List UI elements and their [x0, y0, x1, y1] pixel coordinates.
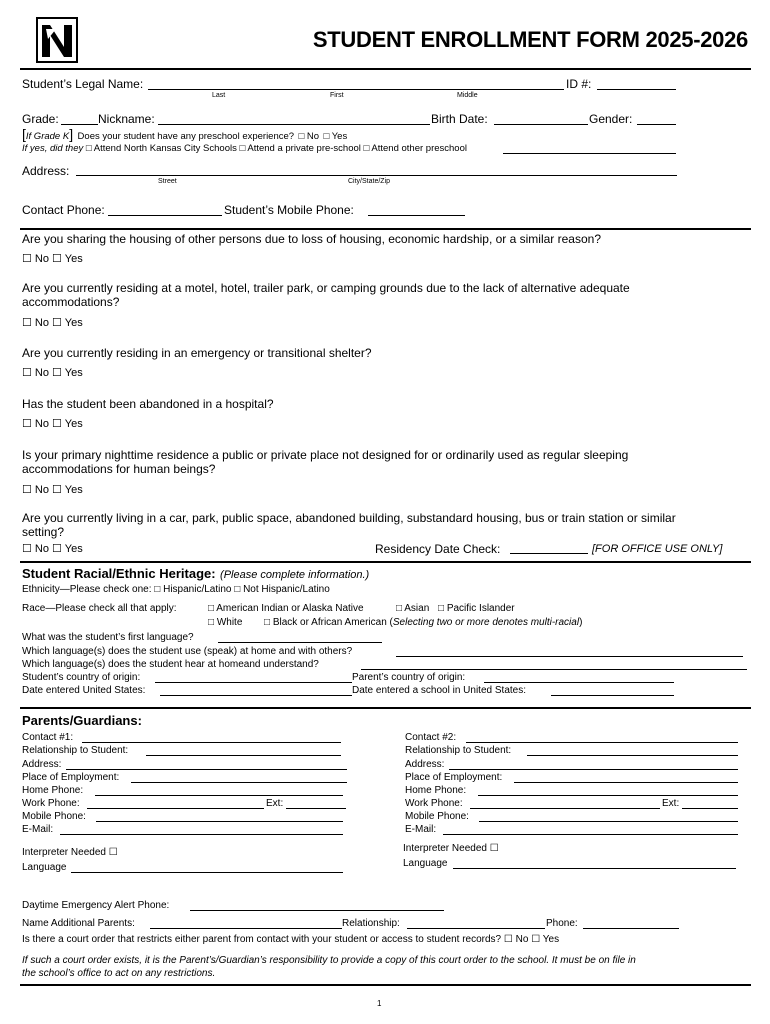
- contact2-field[interactable]: [466, 742, 738, 743]
- hear-language-field[interactable]: [361, 669, 747, 670]
- contact1-home-phone-field[interactable]: [95, 795, 343, 796]
- preschool-no-checkbox[interactable]: □ No: [298, 131, 320, 142]
- contact1-language-field[interactable]: [71, 872, 343, 873]
- housing-q6-line2: setting?: [22, 525, 65, 539]
- court-order-question[interactable]: Is there a court order that restricts either parent from contact with your student or access to student records? ☐ No ☐ Yes: [22, 934, 560, 945]
- legal-name-field[interactable]: [148, 89, 564, 90]
- grade-k-note: If Grade K: [25, 131, 70, 142]
- contact1-employment-label: Place of Employment:: [22, 772, 120, 783]
- contact1-ext-field[interactable]: [286, 808, 346, 809]
- contact2-email-field[interactable]: [443, 834, 738, 835]
- student-country-label: Student’s country of origin:: [22, 672, 141, 683]
- contact2-home-phone-label: Home Phone:: [405, 785, 467, 796]
- gender-label: Gender:: [589, 112, 633, 126]
- additional-parents-field[interactable]: [150, 928, 342, 929]
- additional-phone-field[interactable]: [583, 928, 679, 929]
- contact1-home-phone-label: Home Phone:: [22, 785, 84, 796]
- heritage-heading-row: [22, 565, 369, 583]
- section-rule-3: [20, 707, 751, 709]
- contact2-work-phone-label: Work Phone:: [405, 798, 463, 809]
- contact1-address-label: Address:: [22, 759, 62, 770]
- housing-q6-line1: Are you currently living in a car, park, public space, abandoned building, substandard housing, bus or train station or similar: [22, 511, 676, 525]
- contact1-address-field[interactable]: [66, 769, 347, 770]
- contact1-work-phone-field[interactable]: [87, 808, 264, 809]
- contact1-relationship-label: Relationship to Student:: [22, 745, 129, 756]
- housing-q5-options[interactable]: ☐ No ☐ Yes: [22, 484, 83, 496]
- additional-relationship-label: Relationship:: [342, 918, 400, 929]
- contact1-mobile-label: Mobile Phone:: [22, 811, 86, 822]
- contact-phone-label: Contact Phone:: [22, 203, 105, 217]
- contact1-relationship-field[interactable]: [146, 755, 341, 756]
- daytime-emergency-label: Daytime Emergency Alert Phone:: [22, 900, 170, 911]
- housing-q4-options[interactable]: ☐ No ☐ Yes: [22, 418, 83, 430]
- contact2-mobile-label: Mobile Phone:: [405, 811, 469, 822]
- contact1-work-phone-label: Work Phone:: [22, 798, 80, 809]
- last-caption: Last: [212, 92, 226, 99]
- footer-rule: [20, 984, 751, 986]
- office-use-note: [FOR OFFICE USE ONLY]: [592, 543, 723, 555]
- section-rule-2: [20, 561, 751, 563]
- contact2-address-field[interactable]: [449, 769, 738, 770]
- preschool-question: Does your student have any preschool experience?: [77, 131, 295, 142]
- nickname-label: Nickname:: [98, 112, 155, 126]
- grade-k-bracket-open: [: [22, 126, 26, 142]
- first-language-field[interactable]: [218, 642, 382, 643]
- housing-q1-options[interactable]: ☐ No ☐ Yes: [22, 253, 83, 265]
- section-rule-1: [20, 228, 751, 230]
- grade-k-bracket-close: ]: [69, 126, 74, 142]
- nickname-field[interactable]: [158, 124, 430, 125]
- attend-other-checkbox[interactable]: □ Attend other preschool: [363, 143, 467, 154]
- court-order-note-line1: If such a court order exists, it is the Parent’s/Guardian’s responsibility to provide a copy of this court order to the school. It must be on file in: [22, 955, 636, 966]
- first-caption: First: [330, 92, 344, 99]
- middle-caption: Middle: [457, 92, 478, 99]
- contact2-work-phone-field[interactable]: [470, 808, 660, 809]
- if-yes-label: If yes, did they: [22, 143, 84, 154]
- contact1-interpreter-checkbox[interactable]: Interpreter Needed ☐: [22, 847, 118, 858]
- contact2-language-label: Language: [403, 858, 448, 869]
- preschool-followup-row: [22, 143, 467, 154]
- contact1-language-label: Language: [22, 862, 67, 873]
- district-logo: [36, 17, 78, 63]
- address-field[interactable]: [76, 175, 677, 176]
- form-title: STUDENT ENROLLMENT FORM 2025-2026: [312, 27, 748, 52]
- contact-phone-field[interactable]: [108, 215, 222, 216]
- contact1-employment-field[interactable]: [131, 782, 347, 783]
- race-label: Race—Please check all that apply:: [22, 603, 177, 614]
- contact2-employment-label: Place of Employment:: [405, 772, 503, 783]
- id-field[interactable]: [597, 89, 676, 90]
- multiracial-note-close: ): [579, 617, 583, 628]
- contact1-email-label: E-Mail:: [22, 824, 54, 835]
- page-number: 1: [377, 999, 382, 1008]
- contact2-email-label: E-Mail:: [405, 824, 437, 835]
- contact1-ext-label: Ext:: [266, 798, 284, 809]
- id-label: ID #:: [566, 77, 592, 91]
- race-black-checkbox[interactable]: □ Black or African American (: [264, 617, 393, 628]
- city-state-zip-caption: City/State/Zip: [348, 178, 391, 185]
- housing-q6-options[interactable]: ☐ No ☐ Yes: [22, 543, 83, 555]
- race-american-indian-checkbox[interactable]: □ American Indian or Alaska Native: [208, 603, 364, 614]
- title-rule: [20, 68, 751, 70]
- additional-relationship-field[interactable]: [407, 928, 545, 929]
- race-white-checkbox[interactable]: □ White: [208, 617, 243, 628]
- student-mobile-field[interactable]: [368, 215, 465, 216]
- student-mobile-label: Student’s Mobile Phone:: [224, 203, 354, 217]
- daytime-emergency-field[interactable]: [190, 910, 444, 911]
- additional-parents-label: Name Additional Parents:: [22, 918, 135, 929]
- home-language-label: Which language(s) does the student use (speak) at home and with others?: [22, 646, 353, 657]
- contact2-relationship-label: Relationship to Student:: [405, 745, 512, 756]
- parent-country-field[interactable]: [484, 682, 674, 683]
- residency-date-field[interactable]: [510, 553, 588, 554]
- contact2-ext-field[interactable]: [682, 808, 738, 809]
- other-preschool-field[interactable]: [503, 153, 676, 154]
- gender-field[interactable]: [637, 124, 676, 125]
- legal-name-label: Student’s Legal Name:: [22, 77, 144, 91]
- race-pacific-islander-checkbox[interactable]: □ Pacific Islander: [438, 603, 515, 614]
- preschool-question-row: [22, 126, 347, 144]
- ethnicity-row[interactable]: Ethnicity—Please check one: □ Hispanic/Latino □ Not Hispanic/Latino: [22, 584, 330, 595]
- contact2-employment-field[interactable]: [514, 782, 738, 783]
- race-asian-checkbox[interactable]: □ Asian: [396, 603, 430, 614]
- date-entered-us-field[interactable]: [160, 695, 352, 696]
- grade-field[interactable]: [61, 124, 98, 125]
- residency-date-label: Residency Date Check:: [375, 542, 501, 556]
- parent-country-label: Parent’s country of origin:: [352, 672, 466, 683]
- housing-q3-options[interactable]: ☐ No ☐ Yes: [22, 367, 83, 379]
- date-entered-us-label: Date entered United States:: [22, 685, 146, 696]
- heritage-note: (Please complete information.): [220, 569, 370, 581]
- contact1-mobile-field[interactable]: [96, 821, 343, 822]
- grade-label: Grade:: [22, 112, 59, 126]
- district-logo-icon: [36, 17, 78, 63]
- heritage-heading: Student Racial/Ethnic Heritage:: [22, 566, 216, 581]
- housing-q2-options[interactable]: ☐ No ☐ Yes: [22, 317, 83, 329]
- home-language-field[interactable]: [396, 656, 743, 657]
- additional-phone-label: Phone:: [546, 918, 578, 929]
- housing-q1: Are you sharing the housing of other persons due to loss of housing, economic hardship, or a similar reason?: [22, 232, 601, 246]
- race-black-row: [264, 617, 582, 628]
- contact1-email-field[interactable]: [60, 834, 343, 835]
- court-order-note-line2: the school’s office to act on any restrictions.: [22, 968, 216, 979]
- housing-q2-line1: Are you currently residing at a motel, hotel, trailer park, or camping grounds due to the lack of alternative adequate: [22, 281, 630, 295]
- housing-q5-line2: accommodations for human beings?: [22, 462, 216, 476]
- date-entered-school-field[interactable]: [551, 695, 674, 696]
- birth-date-label: Birth Date:: [431, 112, 488, 126]
- hear-language-label: Which language(s) does the student hear at homeand understand?: [22, 659, 319, 670]
- contact2-home-phone-field[interactable]: [478, 795, 738, 796]
- student-country-field[interactable]: [155, 682, 352, 683]
- contact2-relationship-field[interactable]: [527, 755, 738, 756]
- date-entered-school-label: Date entered a school in United States:: [352, 685, 526, 696]
- contact2-label: Contact #2:: [405, 732, 457, 743]
- first-language-label: What was the student’s first language?: [22, 632, 194, 643]
- contact1-field[interactable]: [82, 742, 341, 743]
- attend-nkc-checkbox[interactable]: □ Attend North Kansas City Schools: [85, 143, 237, 154]
- attend-private-checkbox[interactable]: □ Attend a private pre-school: [239, 143, 361, 154]
- housing-q2-line2: accommodations?: [22, 295, 120, 309]
- housing-q5-line1: Is your primary nighttime residence a public or private place not designed for or ordinarily used as regular sleeping: [22, 448, 629, 462]
- birth-date-field[interactable]: [494, 124, 588, 125]
- multiracial-note: Selecting two or more denotes multi-racial: [392, 617, 580, 628]
- housing-q3: Are you currently residing in an emergency or transitional shelter?: [22, 346, 372, 360]
- contact2-language-field[interactable]: [453, 868, 736, 869]
- contact1-label: Contact #1:: [22, 732, 74, 743]
- housing-q4: Has the student been abandoned in a hospital?: [22, 397, 274, 411]
- preschool-yes-checkbox[interactable]: □ Yes: [323, 131, 348, 142]
- parents-heading: Parents/Guardians:: [22, 713, 142, 728]
- address-label: Address:: [22, 164, 70, 178]
- contact2-mobile-field[interactable]: [479, 821, 738, 822]
- street-caption: Street: [158, 178, 177, 185]
- contact2-address-label: Address:: [405, 759, 445, 770]
- contact2-interpreter-checkbox[interactable]: Interpreter Needed ☐: [403, 843, 499, 854]
- contact2-ext-label: Ext:: [662, 798, 680, 809]
